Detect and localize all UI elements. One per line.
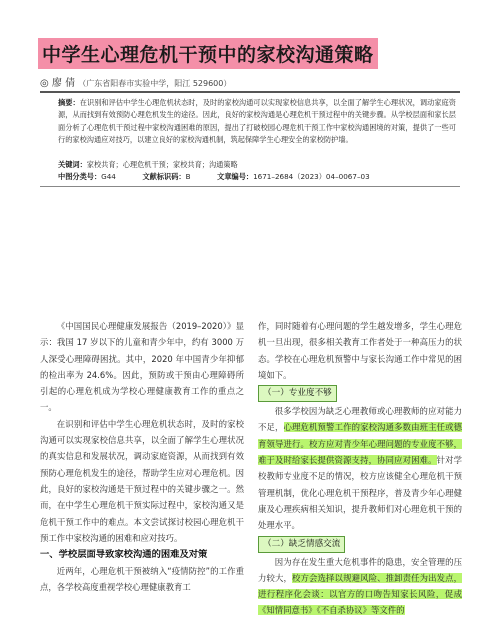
paragraph: 近两年，心理危机干预被纳入“疫情防控”的工作重点，各学校高度重视学校心理健康教育工 <box>40 566 244 593</box>
paragraph: 因为存在发生重大危机事件的隐患，安全管理的压力较大，校方会选择以规避风险、推卸责任为出发点，进行程序化会谈：以官方的口吻告知家长风险，促成《知情同意书》《不自杀协议》等文件的 <box>258 556 463 616</box>
highlighted-text: 心理危机预警工作的家校沟通多数由班主任或德育领导进行。 <box>258 422 463 449</box>
header-rule-top <box>40 91 460 93</box>
author-affiliation: （广东省阳春市实验中学，阳江 529600） <box>78 79 232 88</box>
paragraph: 《中国国民心理健康发展报告（2019–2020）》显示：我国 17 岁以下的儿童和青少年中，约有 3000 万人深受心理障碍困扰。其中，2020 年中国青少年抑郁的检出率为 24.6%。因此，预防或干预由心理障碍所引起的心理危机成为学校心理健康教育工作的重点之一。 <box>40 321 244 413</box>
highlighted-text: 校方会选择以规避风险、推卸责任为出发点，进行程序化会谈：以官方的口吻告知家长风险，促成《知情同意书》《不自杀协议》等文件的 <box>258 572 463 616</box>
article-title: 中学生心理危机干预中的家校沟通策略 <box>42 44 374 66</box>
subsection-heading: （一）专业度不够 <box>258 385 337 402</box>
keywords-line: 关键词：家校共育；心理危机干预；家校共育；沟通策略 <box>58 160 238 169</box>
paragraph: 作，同时随着有心理问题的学生越发增多，学生心理危机一旦出现，很多相关教育工作者处于一种高压力的状态。学校在心理危机预警中与家长沟通工作中常见的困境如下。 <box>258 321 462 380</box>
subsection-heading: （二）缺乏情感交流 <box>258 536 345 553</box>
body-column-right <box>258 318 462 619</box>
body-column-left <box>40 318 244 596</box>
header-rule-bottom <box>40 186 460 187</box>
paragraph: 很多学校因为缺乏心理教师或心理教师的应对能力不足，心理危机预警工作的家校沟通多数由班主任或德育领导进行。校方应对青少年心理问题的专业度不够，难于及时给家长提供资源支持，协同应对困难。针对学校教师专业度不足的情况，校方应该健全心理危机干预管理机制，优化心理危机干预程序，普及青少年心理健康及心理疾病相关知识，提升教师们对心理危机干预的处理水平。 <box>258 406 463 531</box>
author-line <box>40 74 231 89</box>
author-name: ◎ 廖 倩 <box>40 78 76 89</box>
abstract <box>58 97 456 147</box>
clc-code: G44 <box>101 172 116 181</box>
doc-code: B <box>185 172 191 181</box>
classification-line: 中图分类号：G44 文献标识码：B 文章编号：1671–2684（2023）04–0067–03 <box>58 172 370 181</box>
abstract-text: 在识别和评估中学生心理危机状态时，及时的家校沟通可以实现家校信息共享，以全面了解学生心理状况，调动家庭资源，从而找到有效预防心理危机发生的途径。因此，良好的家校沟通是心理危机干预过程中的关键步骤。从学校层面和家长层面分析了心理危机干预过程中家校沟通困难的原因，提出了打破校园心理危机干预工作中家校沟通困境的对策，提供了一些可行的家校沟通应对技巧，以建立良好的家校沟通机制，筑起保障学生心理安全的家校防护墙。 <box>58 98 456 145</box>
highlighted-text: 校方应对青少年心理问题的专业度不够，难于及时给家长提供资源支持，协同应对困难。 <box>258 438 463 466</box>
article-number: 1671–2684（2023）04–0067–03 <box>253 172 370 181</box>
section-heading: 一、学校层面导致家校沟通的困难及对策 <box>40 549 208 561</box>
abstract-label: 摘要： <box>58 98 80 107</box>
paragraph: 在识别和评估中学生心理危机状态时，及时的家校沟通可以实现家校信息共享，以全面了解学生心理状况的真实信息和发展状况，调动家庭资源，从而找到有效预防心理危机发生的途径，帮助学生应对心理危机。因此，良好的家校沟通是干预过程中的关键步骤之一。然而，在中学生心理危机干预实际过程中，家校沟通又是危机干预工作中的难点。本文尝试探讨校园心理危机干预工作中家校沟通的困难和应对技巧。 <box>40 418 244 543</box>
keywords: 家校共育；心理危机干预；家校共育；沟通策略 <box>86 160 238 169</box>
